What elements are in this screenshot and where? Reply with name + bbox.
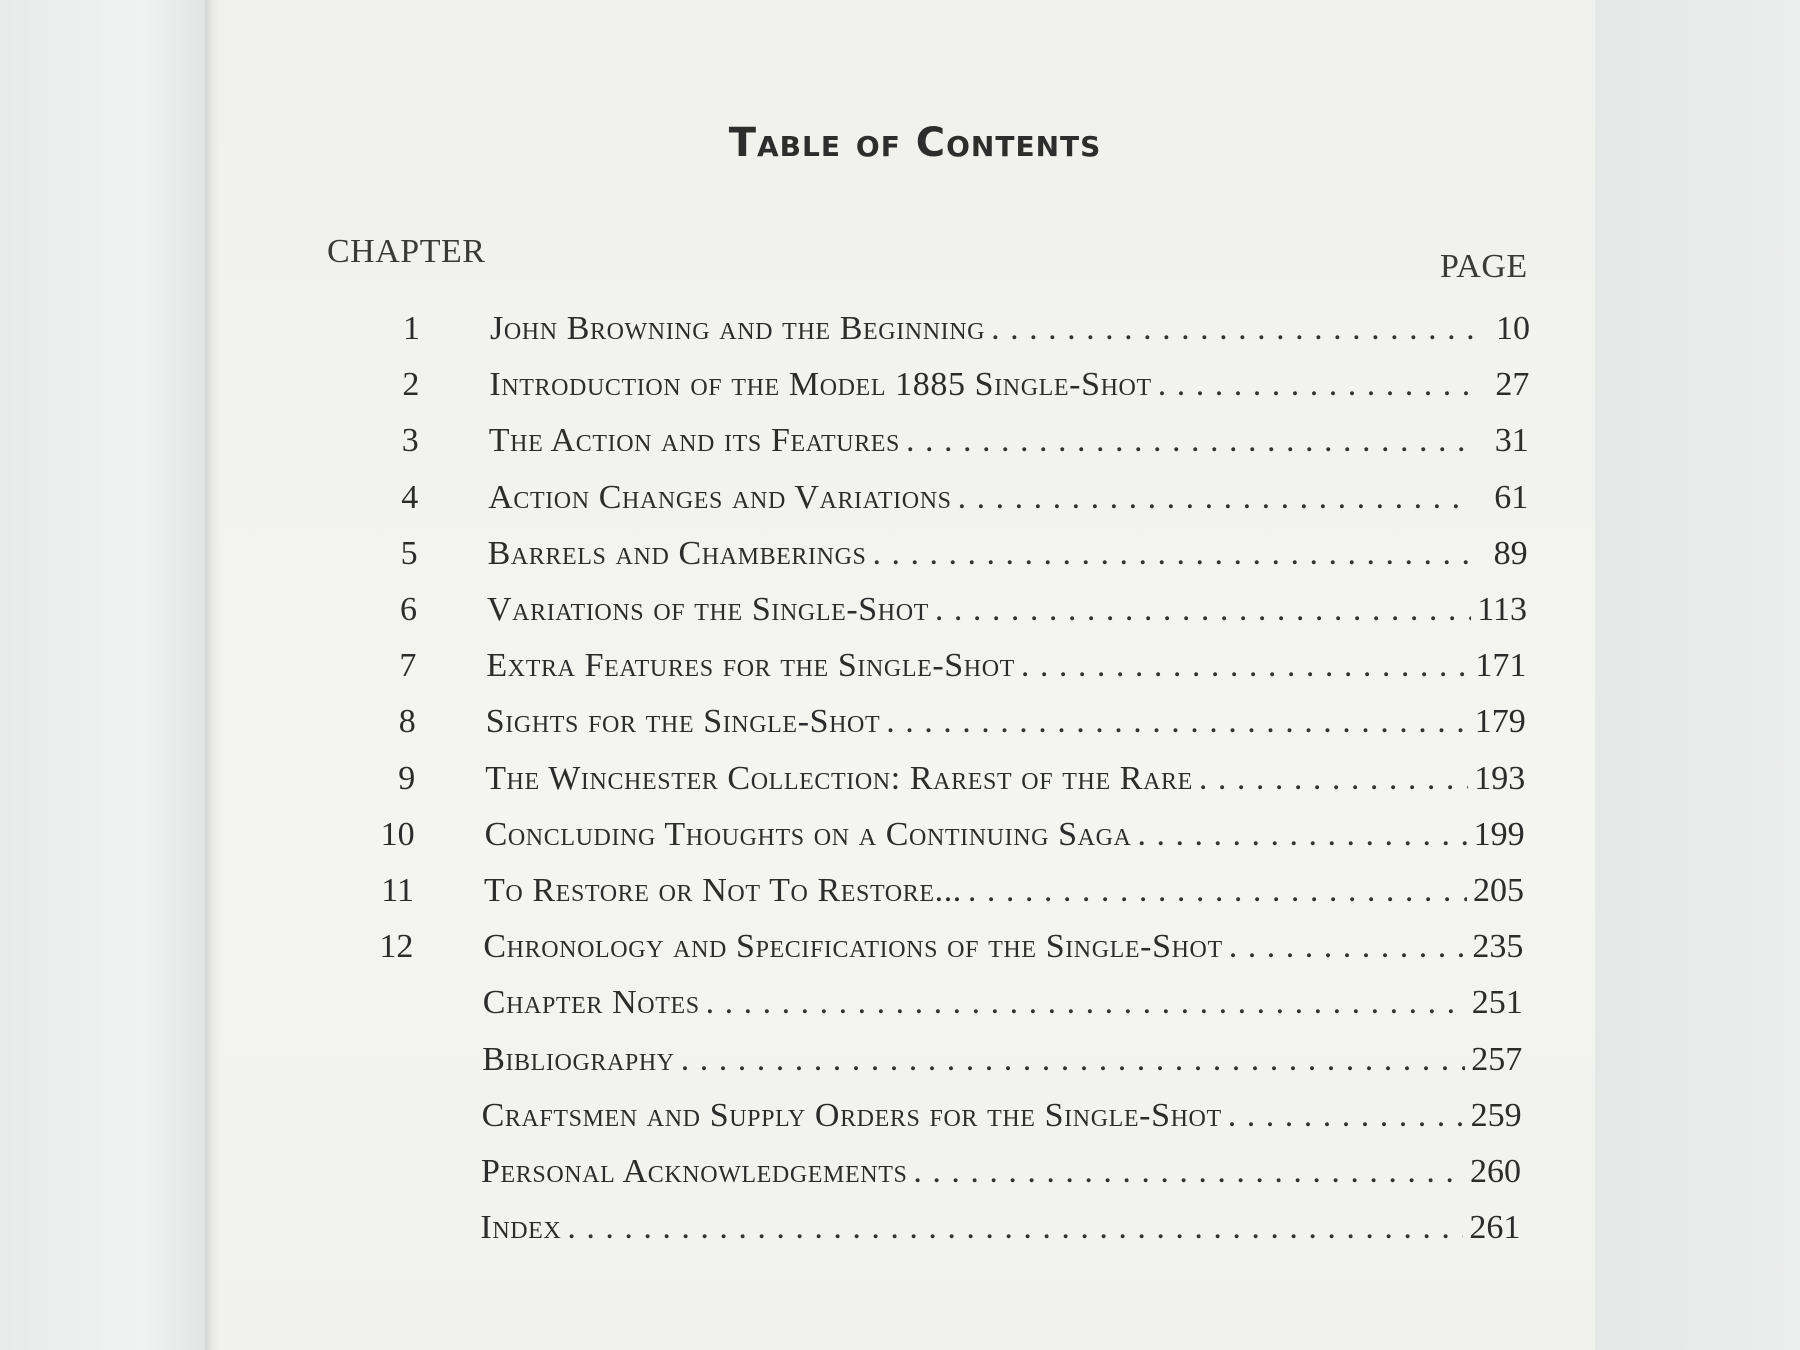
entry-line — [486, 703, 1526, 741]
entry-line — [485, 816, 1525, 854]
dot-leader — [935, 591, 1471, 629]
toc-entry — [353, 984, 1523, 1034]
dot-leader — [913, 1153, 1464, 1191]
entry-line — [488, 479, 1528, 517]
dot-leader — [1158, 366, 1474, 404]
chapter-number: 5 — [400, 534, 418, 572]
page-number: 251 — [1471, 984, 1523, 1022]
dot-leader — [968, 872, 1467, 910]
toc-entry — [358, 535, 1528, 585]
chapter-title: Concluding Thoughts on a Continuing Saga — [484, 815, 1132, 853]
chapter-title: The Winchester Collection: Rarest of the Rare — [485, 759, 1193, 797]
page-number: 261 — [1469, 1209, 1521, 1247]
chapter-number: 6 — [400, 591, 417, 628]
chapter-title: Variations of the Single-Shot — [487, 591, 929, 628]
dot-leader — [1228, 1097, 1465, 1135]
chapter-number: 4 — [401, 478, 419, 516]
toc-entry — [355, 816, 1525, 866]
dot-leader — [1137, 816, 1467, 854]
chapter-title: Bibliography — [482, 1040, 675, 1078]
toc-entry — [356, 647, 1526, 697]
entry-line — [482, 1097, 1522, 1135]
chapter-title: Index — [480, 1209, 562, 1247]
entry-line — [482, 1041, 1522, 1079]
dot-leader — [991, 310, 1474, 348]
chapter-title: To Restore or Not To Restore... — [484, 872, 962, 909]
chapter-number: 7 — [399, 647, 417, 685]
chapter-title: Action Changes and Variations — [488, 478, 952, 516]
page-number: 199 — [1473, 815, 1525, 853]
toc-entry — [357, 591, 1527, 641]
chapter-title: John Browning and the Beginning — [490, 310, 986, 347]
dot-leader — [886, 703, 1469, 741]
entry-line — [484, 872, 1524, 910]
page-number: 89 — [1493, 534, 1528, 572]
toc-entry — [352, 1097, 1522, 1147]
page-number: 61 — [1494, 478, 1529, 516]
chapter-title: The Action and its Features — [488, 422, 901, 460]
chapter-number: 1 — [403, 310, 420, 347]
page-number: 27 — [1495, 366, 1530, 404]
chapter-title: Craftsmen and Supply Orders for the Single-Shot — [481, 1096, 1222, 1134]
chapter-number: 10 — [380, 815, 415, 853]
chapter-number: 3 — [401, 422, 419, 460]
page-number: 260 — [1470, 1153, 1521, 1190]
toc-entry — [355, 760, 1525, 810]
chapter-title: Personal Acknowledgements — [481, 1153, 908, 1190]
dot-leader — [1021, 647, 1469, 685]
chapter-title: Extra Features for the Single-Shot — [486, 647, 1015, 685]
dot-leader — [872, 535, 1471, 573]
toc-entry — [359, 366, 1529, 416]
chapter-title: Chapter Notes — [482, 984, 700, 1022]
chapter-title: Barrels and Chamberings — [487, 534, 867, 572]
dot-leader — [567, 1209, 1463, 1247]
toc-entry — [359, 422, 1529, 472]
page-number: 10 — [1496, 310, 1530, 347]
chapter-column-header: CHAPTER — [327, 233, 486, 270]
page-number: 193 — [1474, 759, 1526, 797]
page-number: 171 — [1475, 647, 1527, 685]
dot-leader — [906, 422, 1473, 460]
chapter-title: Chronology and Specifications of the Single-Shot — [483, 928, 1223, 966]
entry-line — [489, 366, 1529, 404]
dot-leader — [706, 984, 1466, 1022]
page-number: 257 — [1471, 1040, 1523, 1078]
entry-line — [487, 591, 1527, 629]
entry-line — [490, 310, 1530, 348]
page-number: 179 — [1474, 703, 1526, 741]
chapter-number: 2 — [402, 366, 420, 404]
entry-line — [485, 760, 1525, 798]
entry-line — [489, 422, 1529, 460]
page-number: 205 — [1473, 872, 1524, 909]
page-number: 31 — [1494, 422, 1529, 460]
toc-entry — [353, 928, 1523, 978]
toc-entry — [360, 310, 1530, 360]
entry-line — [480, 1209, 1520, 1247]
page-number: 113 — [1477, 591, 1527, 628]
chapter-number: 12 — [379, 928, 414, 966]
entry-line — [483, 928, 1523, 966]
entry-line — [481, 1153, 1521, 1191]
page-number: 259 — [1470, 1096, 1522, 1134]
toc-entry — [358, 479, 1528, 529]
dot-leader — [1229, 928, 1467, 966]
page-number: 235 — [1472, 928, 1524, 966]
toc-entry — [351, 1153, 1521, 1203]
toc-entry — [350, 1209, 1520, 1259]
entry-line — [488, 535, 1528, 573]
chapter-number: 8 — [398, 703, 416, 741]
chapter-title: Introduction of the Model 1885 Single-Shot — [489, 366, 1152, 404]
chapter-title: Sights for the Single-Shot — [485, 703, 881, 741]
page-column-header: PAGE — [1440, 248, 1528, 285]
dot-leader — [681, 1041, 1465, 1079]
dot-leader — [958, 479, 1473, 517]
chapter-number: 11 — [381, 872, 414, 909]
dot-leader — [1199, 760, 1468, 798]
toc-entry — [354, 872, 1524, 922]
chapter-number: 9 — [398, 759, 416, 797]
toc-entry — [356, 703, 1526, 753]
page-title: Table of Contents — [728, 120, 1102, 166]
entry-line — [486, 647, 1526, 685]
toc-entry — [352, 1041, 1522, 1091]
entry-line — [483, 984, 1523, 1022]
